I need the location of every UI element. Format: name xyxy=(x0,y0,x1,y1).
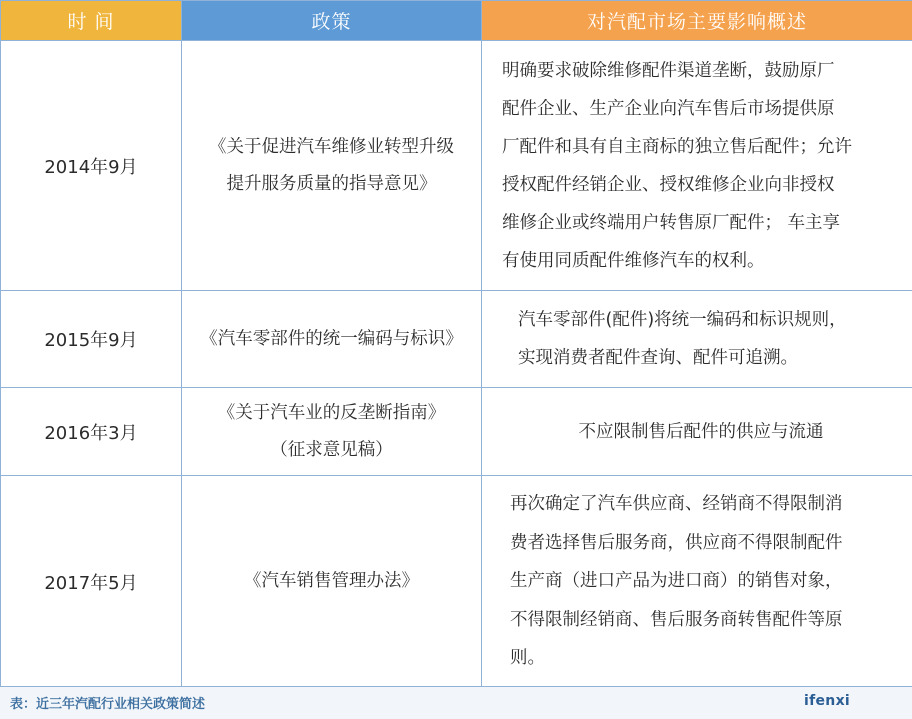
header-policy: 政策 xyxy=(182,1,482,41)
row-impact-text: 明确要求破除维修配件渠道垄断，鼓励原厂 配件企业、生产企业向汽车售后市场提供原 厂配件和具有自主商标的独立售后配件；允许 授权配件经销企业、授权维修企业向非授权 维修企业或终端用户转售原厂配件； 车主享 有使用同质配件维修汽车的权利。 xyxy=(502,61,852,271)
row-policy xyxy=(182,476,482,688)
row-time: 2015年9月 xyxy=(1,291,182,388)
row-policy-text: 《关于汽车业的反垄断指南》 （征求意见稿） xyxy=(218,403,446,460)
table-row xyxy=(1,291,912,388)
table-row xyxy=(1,388,912,476)
row-impact xyxy=(482,476,912,688)
row-impact-text: 汽车零部件(配件)将统一编码和标识规则， 实现消费者配件查询、配件可追溯。 xyxy=(518,310,847,368)
footer-bar xyxy=(0,686,912,719)
header-impact: 对汽配市场主要影响概述 xyxy=(482,1,912,41)
row-impact-text: 不应限制售后配件的供应与流通 xyxy=(579,422,824,442)
table-row xyxy=(1,476,912,688)
row-policy-text: 《关于促进汽车维修业转型升级 提升服务质量的指导意见》 xyxy=(209,137,454,194)
row-impact xyxy=(482,41,912,291)
row-impact-text: 再次确定了汽车供应商、经销商不得限制消 费者选择售后服务商，供应商不得限制配件 生产商（进口产品为进口商）的销售对象， 不得限制经销商、售后服务商转售配件等原 则。 xyxy=(510,494,843,668)
table-caption: 表：近三年汽配行业相关政策简述 xyxy=(10,693,205,712)
table-header-row xyxy=(1,1,912,41)
row-policy xyxy=(182,388,482,476)
row-policy-text: 《汽车销售管理办法》 xyxy=(244,571,419,591)
row-policy xyxy=(182,41,482,291)
row-time: 2014年9月 xyxy=(1,41,182,291)
row-time: 2017年5月 xyxy=(1,476,182,688)
header-time: 时 间 xyxy=(1,1,182,41)
row-policy xyxy=(182,291,482,388)
row-impact xyxy=(482,291,912,388)
row-time: 2016年3月 xyxy=(1,388,182,476)
row-impact xyxy=(482,388,912,476)
row-policy-text: 《汽车零部件的统一编码与标识》 xyxy=(200,329,463,349)
ifenxi-logo: ifenxi xyxy=(804,693,850,709)
table-row xyxy=(1,41,912,291)
